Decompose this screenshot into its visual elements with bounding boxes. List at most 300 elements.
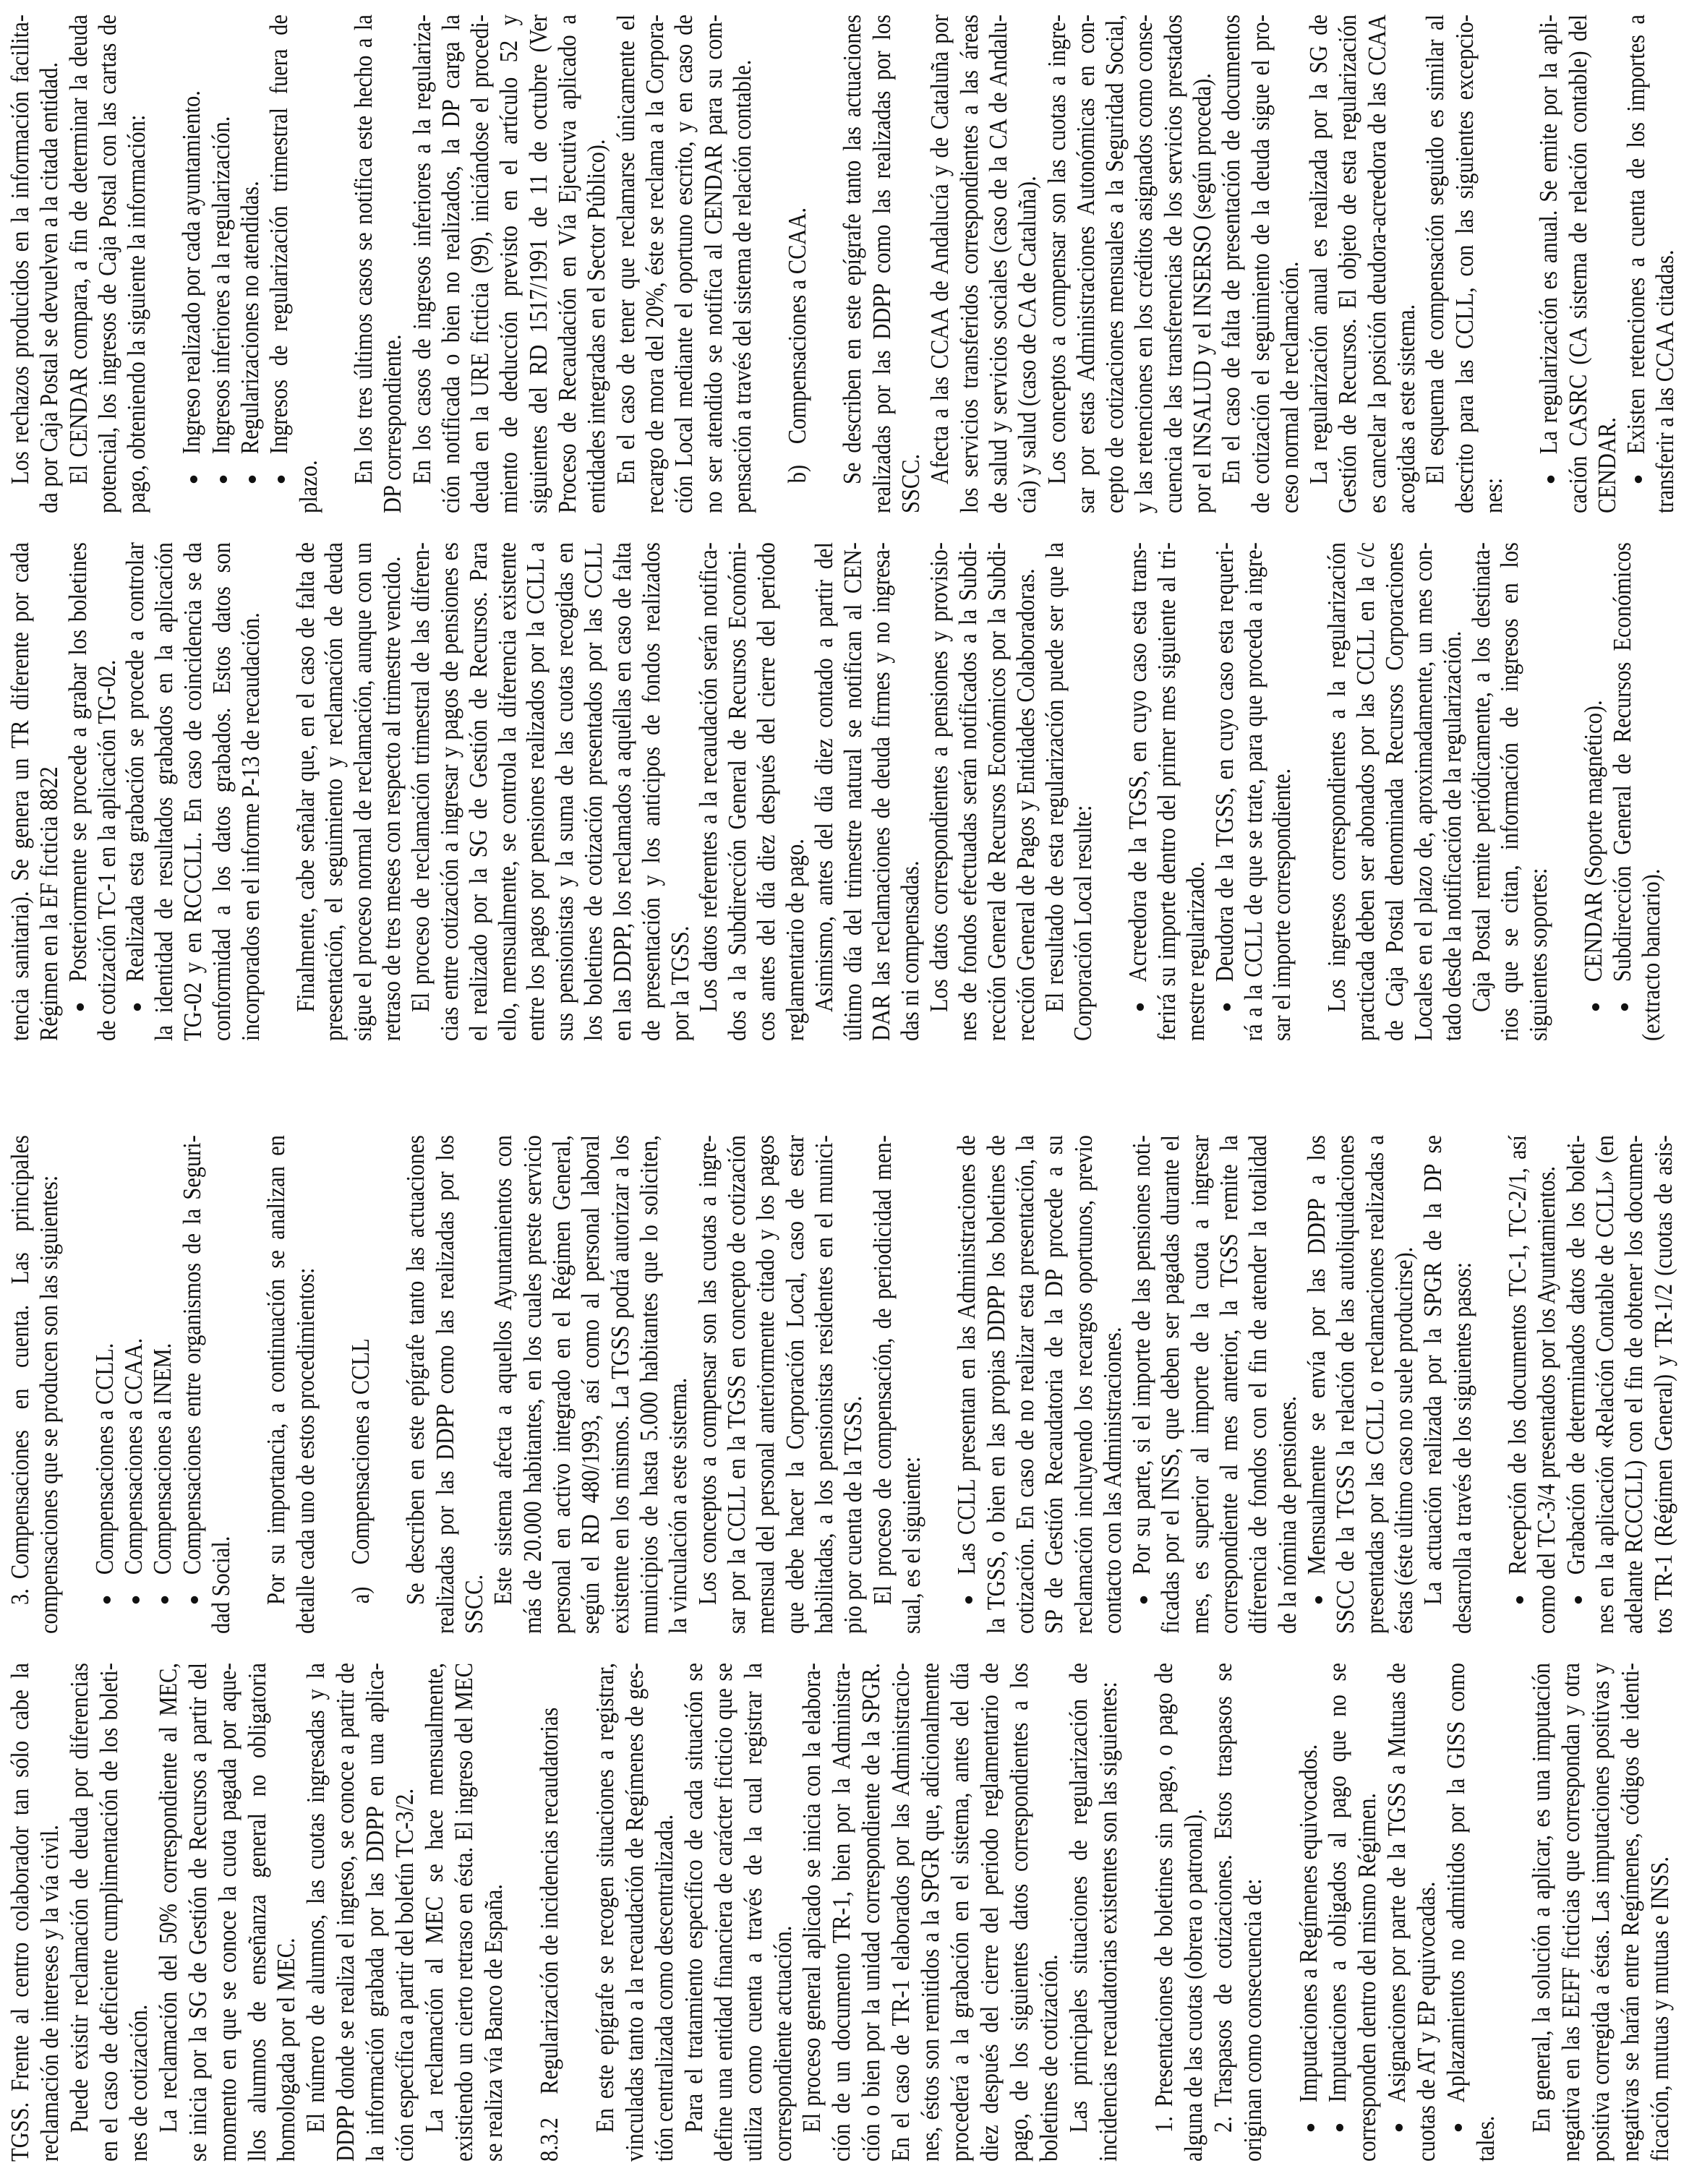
text: Compensaciones en cuenta. Las principales	[6, 1135, 34, 1580]
bullet-item	[1442, 1663, 1501, 2162]
text-line: detalle cada uno de estos procedimientos:	[291, 1267, 320, 1634]
text-line: ción específica a partir del boletín TC-3/2.	[390, 1788, 419, 2162]
text-line: Afecta a las CCAA de Andalucía y de Cataluña por	[925, 14, 954, 484]
bullet-icon	[1621, 1003, 1628, 1011]
heading-line	[535, 1663, 565, 2162]
text-line: siguientes del RD 1517/1991 de 11 de octubre (Ver	[523, 14, 552, 513]
text-line: entidades integradas en el Sector Público).	[582, 139, 611, 513]
text-line: de cotización el seguimiento de la deuda sigue el pro-	[1246, 14, 1275, 513]
text-line: miento de deducción previsto en el artículo 52 y	[495, 14, 523, 513]
paragraph	[925, 14, 1042, 513]
text-line: rios que se citan, información de ingresos en los	[1495, 542, 1524, 1041]
text: Aplazamientos no admitidos por la GISS como	[1442, 1663, 1471, 2103]
text-line: sigue el proceso normal de reclamación, aunque con un	[349, 542, 377, 1041]
paragraph	[798, 1663, 1064, 2162]
text-line: plazo.	[294, 460, 322, 513]
text-line: Puede existir reclamación de deuda por diferencias	[64, 1663, 93, 2133]
text-line: Los datos correspondientes a pensiones y provisio-	[925, 542, 954, 1012]
text: Ingresos inferiores a la regularización.	[206, 116, 235, 455]
text-line: pago, obteniendo la siguiente la información:	[122, 114, 151, 513]
text-line: CENDAR.	[1592, 417, 1621, 513]
numbered-line	[1150, 1663, 1179, 2162]
paragraph	[154, 1663, 302, 2162]
paragraph	[680, 1663, 798, 2162]
text-line: Este sistema afecta a aquellos Ayuntamientos con	[489, 1135, 518, 1605]
text-line: momento en que se conoce la cuota pagada por aque-	[213, 1663, 241, 2162]
text-line: reglamentario de pago.	[780, 839, 809, 1041]
bullet-item	[1503, 1135, 1562, 1634]
paragraph	[302, 1663, 420, 2162]
text-line: de salud y servicios sociales (caso de la CA de Andalu-	[983, 14, 1012, 513]
bullet-icon	[1336, 2124, 1343, 2131]
text-line: practicada deben ser abonados por las CCLL en la c/c	[1351, 542, 1380, 1041]
text-line: Asimismo, antes del día diez contado a partir del	[809, 542, 838, 1012]
text-line: se inicia por la SG de Gestión de Recursos a partir del	[183, 1663, 212, 2162]
text-line: Finalmente, cabe señalar que, en el caso de falta de	[291, 542, 320, 1012]
text-line: Locales en el plazo de, aproximadamente, un mes con-	[1408, 542, 1437, 1041]
text-line: recargo de mora del 20%, éste se reclama a la Corpora-	[640, 14, 669, 513]
bullet-line	[178, 1135, 207, 1634]
paragraph	[810, 542, 925, 1041]
subsection-heading	[346, 1135, 375, 1634]
text-line: correspondiente actuación.	[768, 1925, 797, 2162]
paragraph	[64, 14, 152, 513]
list-number: 3.	[6, 1588, 34, 1605]
bullet-item	[119, 1135, 148, 1634]
text-line: presentadas por las CCLL o reclamaciones realizadas a	[1360, 1135, 1389, 1634]
bullet-line	[265, 14, 294, 513]
text-line: Régimen en la EF ficticia 8822	[34, 766, 63, 1041]
bullet-icon	[965, 1596, 972, 1603]
text-line: personal en activo integrado en el Régimen General,	[547, 1135, 576, 1634]
subsection-letter: b)	[783, 464, 812, 484]
text-line: nes:	[1479, 477, 1508, 513]
text-line: presentación, el seguimiento y reclamación de deuda	[320, 542, 349, 1041]
text: Ingresos de regularización trimestral fuera de	[265, 14, 294, 455]
text-line: nes de fondos efectuadas serán notificados a la Subdi-	[954, 542, 982, 1041]
text-line: sual, es el siguiente:	[897, 1456, 925, 1634]
text-line: incorporados en el informe P-13 de recaudación.	[236, 612, 265, 1041]
text-line: cación CASRC (CA sistema de relación contable) del	[1563, 14, 1592, 513]
paragraph	[489, 1135, 693, 1634]
bullet-item	[1579, 542, 1608, 1041]
bullet-line	[1579, 542, 1608, 1041]
bullet-line	[119, 1135, 148, 1634]
bullet-icon	[1307, 2124, 1314, 2131]
text-line: adelante RCCCLL) con el fin de obtener los documen-	[1620, 1135, 1649, 1634]
text-line: negativa en las EEFF ficticias que correspondan y otra	[1557, 1663, 1585, 2162]
bullet-line	[121, 542, 150, 1041]
text-line: ello, mensualmente, se controla la diferencia existente	[492, 542, 521, 1041]
text-line: dad Social.	[206, 1536, 235, 1634]
text-line: Los conceptos a compensar son las cuotas a ingre-	[1042, 14, 1071, 484]
text-line: sus pensionistas y la suma de las cuotas recogidas en	[550, 542, 579, 1041]
list-number: 1.	[1149, 2116, 1178, 2133]
text-line: se realiza vía Banco de España.	[479, 1884, 508, 2162]
bullet-line	[1127, 1135, 1156, 1634]
text-line: desarrolla a través de los siguientes pasos:	[1448, 1262, 1476, 1634]
text-line: En general, la solución a aplicar, es una imputación	[1527, 1663, 1556, 2133]
text: Presentaciones de boletines sin pago, o pago de	[1149, 1663, 1178, 2107]
text-line: diez después del cierre del periodo reglamentario de	[975, 1663, 1004, 2162]
paragraph	[694, 542, 809, 1041]
text-line: rección General de Pagos y Entidades Colaboradoras.	[1011, 568, 1040, 1041]
bullet-line	[1442, 1663, 1471, 2162]
paragraph	[838, 14, 925, 513]
text-line: no ser atendido se notifica al CENDAR para su com-	[698, 14, 727, 513]
text-line: La reclamación al MEC se hace mensualmente,	[420, 1663, 449, 2133]
text-line: originan como consecuencia de:	[1238, 1878, 1267, 2162]
text: Asignaciones por parte de la TGSS a Mutuas de	[1382, 1663, 1411, 2103]
text-line: tos TR-1 (Régimen General) y TR-1/2 (cuotas de asis-	[1649, 1135, 1677, 1634]
heading-line	[346, 1135, 375, 1634]
text-line: cotización. En caso de no realizar esta presentación, la	[1010, 1135, 1039, 1634]
text-line: Los datos referentes a la recaudación serán notifica-	[694, 542, 723, 1012]
paragraph	[693, 1135, 868, 1634]
text-line: mestre regularizado.	[1181, 861, 1210, 1041]
text-line: Gestión de Recursos. El objeto de esta regularización	[1333, 14, 1362, 513]
paragraph	[868, 1135, 927, 1634]
bullet-line	[1534, 14, 1563, 513]
text: Existen retenciones a cuenta de los importes a	[1622, 14, 1651, 455]
text-line: según el RD 480/1993, así como al personal laboral	[576, 1135, 605, 1634]
column-2-text	[6, 1135, 1678, 1634]
text: Recepción de los documentos TC-1, TC-2/1, así	[1503, 1135, 1532, 1575]
bullet-icon	[161, 1596, 168, 1603]
text-line: en las DDPP, los reclamados a aquéllas en caso de falta	[607, 542, 636, 1041]
paragraph	[1467, 542, 1554, 1041]
text: Traspasos de cotizaciones. Estos traspasos se	[1208, 1663, 1237, 2107]
text-line: El número de alumnos, las cuotas ingresadas y la	[302, 1663, 330, 2133]
bullet-icon	[1315, 1596, 1322, 1603]
text: Grabación de determinados datos de los boleti-	[1561, 1135, 1590, 1575]
text-line: Proceso de Recaudación en Vía Ejecutiva aplicado a	[553, 14, 582, 513]
text-line: tales.	[1471, 2115, 1500, 2162]
text: Realizada esta grabación se procede a controlar	[121, 542, 150, 982]
paragraph	[612, 14, 757, 513]
text-line: ción de un documento TR-1, bien por la Administra-	[827, 1663, 856, 2162]
bullet-icon	[1140, 1596, 1147, 1603]
bullet-line	[236, 14, 265, 513]
text-line: retraso de tres meses con respecto al trimestre vencido.	[377, 556, 406, 1041]
text-line: SSCC.	[897, 453, 925, 513]
paragraph	[420, 1663, 509, 2162]
text-line: ficadas por el INSS, que deben ser pagadas durante el	[1156, 1135, 1185, 1634]
bullet-icon	[132, 1596, 140, 1603]
section-heading	[535, 1663, 565, 2162]
text-line: La regularización anual es realizada por la SG de	[1304, 14, 1333, 484]
bullet-icon	[249, 476, 256, 483]
text-line: DP correspondiente.	[378, 334, 407, 513]
bullet-item	[236, 14, 265, 513]
text-line: los boletines de cotización presentados por las CCLL	[579, 542, 608, 1041]
text-line: tión centralizada como descentralizada.	[649, 1814, 678, 2162]
text-line: contacto con las Administraciones.	[1098, 1327, 1126, 1634]
bullet-icon	[1137, 1003, 1144, 1011]
text-line: vinculadas tanto a la recaudación de Regímenes de ges-	[620, 1663, 649, 2162]
text-line: transferir a las CCAA citadas.	[1651, 249, 1680, 513]
text-line: SP de Gestión Recaudatoria de la DP procede a su	[1040, 1135, 1069, 1634]
list-number: 2.	[1208, 2116, 1237, 2133]
text-line: cos antes del día diez después del cierre del periodo	[752, 542, 781, 1041]
bullet-item	[1127, 1135, 1302, 1634]
bullet-line	[90, 1135, 119, 1634]
numbered-item	[6, 1135, 64, 1634]
text: Imputaciones a Regímenes equivocados.	[1294, 1744, 1322, 2103]
bullet-item	[1608, 542, 1666, 1041]
text-line: Los ingresos correspondientes a la regularización	[1322, 542, 1351, 1012]
text-line: ción o bien por la unidad correspondiente de la SPGR.	[857, 1663, 886, 2162]
bullet-item	[121, 542, 265, 1041]
text-line: pensación a través del sistema de relación contable.	[727, 59, 756, 513]
text-line: reclamación de intereses y la vía civil.	[35, 1825, 64, 2162]
text-line: incidencias recaudatorias existentes son las siguientes:	[1093, 1682, 1122, 2162]
bullet-line	[1323, 1663, 1353, 2162]
text-line: por el INSALUD y el INSERSO (según proceda).	[1187, 73, 1216, 513]
subsection-title: Compensaciones a CCLL	[346, 1338, 375, 1565]
text-line: la identidad de resultados grabados en la aplicación	[150, 542, 179, 1041]
text-line: La reclamación del 50% correspondiente al MEC,	[153, 1663, 182, 2133]
text: Por su parte, si el importe de las pensiones noti-	[1127, 1135, 1156, 1575]
text-line: conformidad a los datos grabados. Estos datos son	[207, 542, 236, 1041]
text-line: ceso normal de reclamación.	[1275, 261, 1304, 513]
text-line: la información grabada por las DDPP en una aplica-	[361, 1663, 390, 2162]
column-3	[6, 542, 1666, 1041]
text-line: la vinculación a este sistema.	[664, 1377, 693, 1634]
text-line: El proceso general aplicado se inicia con la elabora-	[798, 1663, 826, 2133]
bullet-icon	[134, 1003, 141, 1011]
text: Imputaciones a obligados al pago que no se	[1323, 1663, 1352, 2103]
bullet-line	[1608, 542, 1637, 1041]
text-line: compensaciones que se producen son las siguientes:	[35, 1175, 64, 1634]
text-line: es cancelar la posición deudora-acreedora de las CCAA	[1362, 14, 1391, 513]
text-line: deuda en la URE ficticia (99), iniciándose el procedi-	[466, 14, 495, 513]
text-line: sar por estas Administraciones Autonómicas en con-	[1071, 14, 1100, 513]
text-line: La actuación realizada por la SPGR de la DP se	[1419, 1135, 1448, 1605]
paragraph	[1322, 542, 1466, 1041]
bullet-line	[148, 1135, 177, 1634]
text-line: cuotas de AT y EP equivocadas.	[1412, 1881, 1441, 2162]
text-line: pio por cuenta de la TGSS.	[839, 1395, 868, 1634]
bullet-icon	[1516, 1596, 1523, 1603]
bullet-line	[177, 14, 206, 513]
paragraph	[262, 1135, 320, 1634]
text-line: siguientes soportes:	[1524, 868, 1553, 1041]
text-line: ción Local mediante el oportuno escrito, y en caso de	[670, 14, 698, 513]
paragraph	[925, 542, 1040, 1041]
text-line: Los conceptos a compensar son las cuotas a ingre-	[693, 1135, 722, 1605]
subsection-letter: a)	[346, 1586, 375, 1604]
column-1	[6, 1663, 1675, 2162]
text-line: la TGSS, o bien en las propias DDPP los boletines de	[981, 1135, 1010, 1634]
bullet-item	[1382, 1663, 1442, 2162]
text-line: en el caso de deficiente cumplimentación de los boleti-	[94, 1663, 123, 2162]
paragraph	[1527, 1663, 1675, 2162]
text-line: rá a la CCLL de que se trate, para que proceda a ingre-	[1239, 542, 1267, 1041]
bullet-icon	[1395, 2124, 1403, 2131]
text-line: cía) y salud (caso de CA de Cataluña).	[1013, 176, 1042, 513]
bullet-line	[1503, 1135, 1532, 1634]
text-line: SSCC.	[459, 1574, 488, 1634]
text-line: que debe hacer la Corporación Local, caso de estar	[780, 1135, 809, 1634]
bullet-item	[265, 14, 323, 513]
text-line: Los rechazos producidos en la información facilita-	[6, 14, 34, 484]
text-line: ficación, mutuas y mutuas e INSS.	[1645, 1856, 1674, 2162]
text-line: mes, es superior al importe de la cuota a ingresar	[1185, 1135, 1214, 1634]
text: CENDAR (Soporte magnético).	[1579, 700, 1608, 982]
text-line: Se describen en este epígrafe tanto las actuaciones	[838, 14, 867, 484]
paragraph	[1064, 1663, 1124, 2162]
bullet-item	[1302, 1135, 1419, 1634]
text-line: el realizado por la SG de Gestión de Recursos. Para	[463, 542, 492, 1041]
subsection-title: Compensaciones a CCAA.	[783, 207, 812, 445]
text-line: rección General de Recursos Económicos por la Subdi-	[982, 542, 1011, 1041]
text: Mensualmente se envía por las DDPP a los	[1302, 1135, 1331, 1575]
text-line: En el caso de TR-1 elaborados por las Administracio-	[886, 1663, 915, 2162]
text-line: das ni compensadas.	[896, 860, 925, 1041]
paragraph	[6, 1663, 65, 2162]
bullet-icon	[278, 476, 285, 483]
column-3-text	[6, 542, 1666, 1041]
text-line: realizadas por las DDPP como las realizadas por los	[430, 1135, 459, 1634]
bullet-icon	[77, 1003, 84, 1011]
text-line: define una entidad financiera de carácter ficticio que se	[709, 1663, 737, 2162]
text-line: los servicios transferidos correspondientes a las áreas	[954, 14, 983, 513]
text-line: por la TGSS.	[665, 925, 694, 1041]
paragraph	[1043, 14, 1218, 513]
text-line: existiendo un cierto retraso en ésta. El ingreso del MEC	[450, 1663, 479, 2162]
numbered-item	[1150, 1663, 1209, 2162]
bullet-item	[177, 14, 206, 513]
text-line: correspondiente al mes anterior, la TGSS remite la	[1215, 1135, 1244, 1634]
bullet-item	[952, 1135, 1127, 1634]
text-line: Las principales situaciones de regularización de	[1064, 1663, 1092, 2133]
text-line: Se describen en este epígrafe tanto las actuaciones	[401, 1135, 430, 1605]
text-line: Para el tratamiento específico de cada situación se	[679, 1663, 708, 2133]
paragraph	[591, 1663, 680, 2162]
text: Posteriormente se procede a grabar los boletines	[63, 542, 92, 982]
text-line: da por Caja Postal se devuelven a la citada entidad.	[35, 61, 64, 513]
text-line: En este epígrafe se recogen situaciones a registrar,	[590, 1663, 619, 2133]
bullet-icon	[220, 476, 227, 483]
text-line: último día del trimestre natural se notifican al CEN-	[838, 542, 867, 1041]
section-number: 8.3.2	[534, 2117, 563, 2162]
text-line: boletines de cotización.	[1034, 1954, 1063, 2162]
bullet-icon	[1455, 2124, 1462, 2131]
text-line: entre los pagos por pensiones realizados por la CCLL a	[521, 542, 550, 1041]
text-line: reclamación incluyendo los recargos oportunos, previo	[1069, 1135, 1098, 1634]
text: Las CCLL presentan en las Administraciones de	[952, 1135, 981, 1575]
text: Acreedora de la TGSS, en cuyo caso esta trans-	[1124, 542, 1153, 982]
text: Compensaciones a CCAA.	[119, 1337, 147, 1575]
bullet-icon	[1575, 1596, 1582, 1603]
bullet-line	[64, 542, 93, 1041]
text-line: El CENDAR compara, a fin de determinar la deuda	[64, 14, 93, 484]
text-line: ferirá su importe dentro del primer mes siguiente al tri-	[1153, 542, 1181, 1041]
bullet-line	[1562, 1135, 1591, 1634]
bullet-icon	[1223, 1003, 1231, 1011]
text: Regularizaciones no atendidas.	[236, 181, 265, 455]
text-line: éstas (éste último caso no suele producirse).	[1390, 1246, 1419, 1634]
bullet-line	[1124, 542, 1153, 1041]
text-line: realizadas por las DDPP como las realizadas por los	[867, 14, 896, 513]
text-line: TGSS. Frente al centro colaborador tan sólo cabe la	[6, 1663, 34, 2162]
bullet-item	[1562, 1135, 1678, 1634]
column-4-text	[6, 14, 1680, 513]
bullet-item	[90, 1135, 119, 1634]
bullet-icon	[1547, 476, 1555, 483]
text-line: alguna de las cuotas (obrera o patronal).	[1179, 1809, 1207, 2162]
text-line: municipios de hasta 5.000 habitantes que lo soliciten,	[634, 1135, 663, 1634]
bullet-item	[1534, 14, 1622, 513]
paragraph	[401, 1135, 489, 1634]
paragraph	[408, 14, 612, 513]
text-line: pago, de los siguientes datos correspondientes a los	[1005, 1663, 1033, 2162]
bullet-icon	[1635, 476, 1642, 483]
text-line: TG-02 y en RCCCLL. En caso de coincidencia se da	[179, 542, 208, 1041]
bullet-icon	[190, 476, 197, 483]
text-line: El resultado de esta regularización puede ser que la	[1040, 542, 1069, 1012]
text-line: mensual del personal anteriormente citado y los pagos	[751, 1135, 780, 1634]
text-line: homologada por el MEC.	[272, 1937, 301, 2162]
paragraph	[349, 14, 408, 513]
paragraph	[6, 542, 64, 1041]
text-line: descrito para las CCLL, con las siguientes excepcio-	[1450, 14, 1479, 513]
text-line: diferencia de fondos con el fin de atender la totalidad	[1244, 1135, 1273, 1634]
text-line: potencial, los ingresos de Caja Postal con las cartas de	[93, 14, 121, 513]
paragraph	[1304, 14, 1421, 513]
text-line: nes de cotización.	[124, 2004, 153, 2162]
text-line: negativas se harán entre Regímenes, códigos de identi-	[1615, 1663, 1644, 2162]
text: Compensaciones entre organismos de la Seguri-	[177, 1135, 206, 1575]
text-line: tado desde la notificación de la regularización.	[1437, 630, 1466, 1041]
text-line: de cotización TC-1 en la aplicación TG-02.	[92, 659, 121, 1041]
text-line: cuencia de las transferencias de los servicios prestados	[1158, 14, 1187, 513]
bullet-item	[64, 542, 121, 1041]
bullet-icon	[103, 1596, 111, 1603]
text-line: sar por la CCLL en la TGSS en concepto de cotización	[722, 1135, 751, 1634]
text-line: DAR las reclamaciones de deuda firmes y no ingresa-	[867, 542, 896, 1041]
bullet-item	[1124, 542, 1210, 1041]
bullet-line	[1622, 14, 1651, 513]
column-4	[6, 14, 1680, 513]
text-line: habilitadas, a los pensionistas residentes en el munici-	[809, 1135, 838, 1634]
column-2	[6, 1135, 1678, 1634]
bullet-line	[1382, 1663, 1412, 2162]
text-line: cias entre cotización a ingresar y pagos de pensiones es	[435, 542, 463, 1041]
numbered-line	[6, 1135, 35, 1634]
text-line: (extracto bancario).	[1636, 868, 1665, 1041]
text-line: En los casos de ingresos inferiores a la regulariza-	[407, 14, 436, 484]
paragraph	[1217, 14, 1304, 513]
numbered-line	[1209, 1663, 1239, 2162]
text-line: nes, éstos son remitidos a la SPGR que, adicionalmente	[916, 1663, 945, 2162]
numbered-item	[1209, 1663, 1268, 2162]
text-line: En el caso de tener que reclamarse únicamente el	[611, 14, 640, 484]
bullet-icon	[1592, 1003, 1599, 1011]
paragraph	[291, 542, 406, 1041]
bullet-item	[1622, 14, 1680, 513]
text-line: llos alumnos de enseñanza general no obligatoria	[242, 1663, 271, 2162]
text-line: DDPP donde se realiza el ingreso, se conoce a partir de	[331, 1663, 360, 2162]
text-line: dos a la Subdirección General de Recursos Económi-	[723, 542, 752, 1041]
paragraph	[1040, 542, 1098, 1041]
section-title: Regularización de incidencias recaudatorias	[534, 1707, 563, 2094]
text-line: de Caja Postal denominada Recursos Corporaciones	[1380, 542, 1408, 1041]
heading-line	[783, 14, 812, 513]
text-line: corresponden dentro del mismo Régimen.	[1353, 1793, 1382, 2162]
column-1-text	[6, 1663, 1675, 2162]
